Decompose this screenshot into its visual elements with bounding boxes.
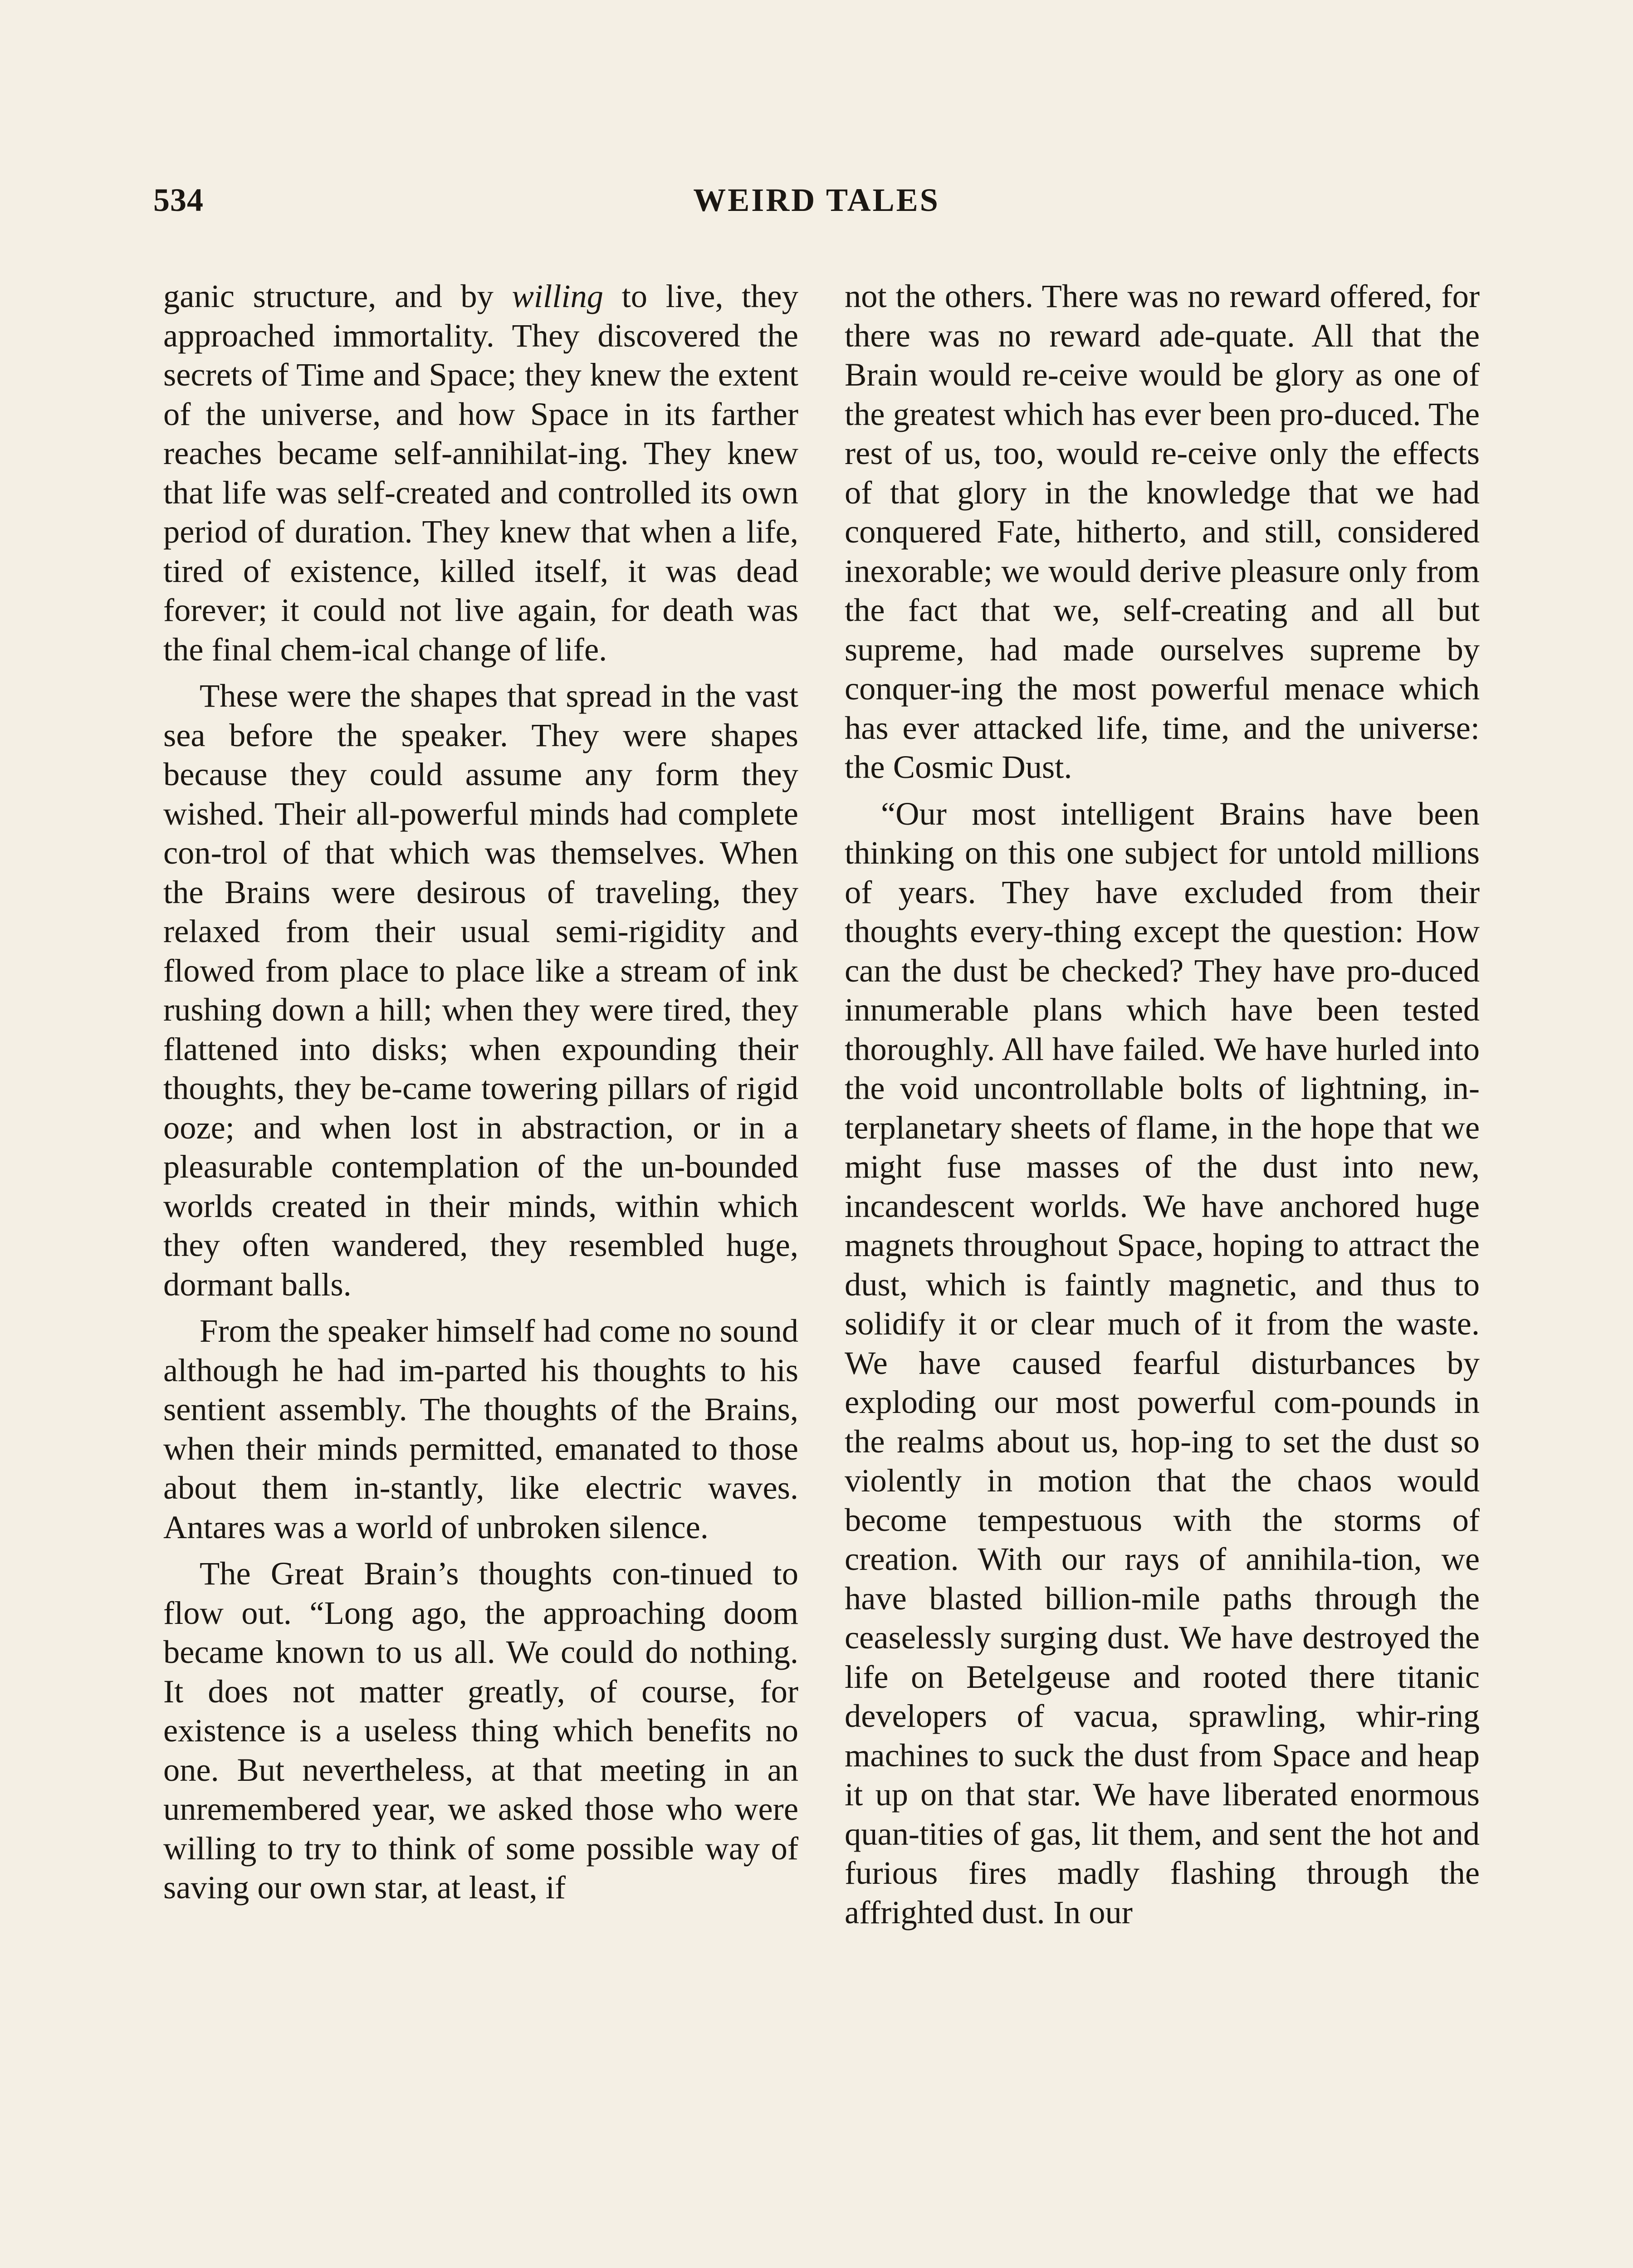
- right-paragraph-2: “Our most intelligent Brains have been thinking on this one subject for untold millions of years. They have excluded from their thoughts every-thing except the question: How can the dust be checked? They have pro-duced innumerable plans which have been tested thoroughly. All have failed. We have hurled into the void uncontrollable bolts of lightning, in-terplanetary sheets of flame, in the hope that we might fuse masses of the dust into new, incandescent worlds. We have anchored huge magnets throughout Space, hoping to attract the dust, which is faintly magnetic, and thus to solidify it or clear much of it from the waste. We have caused fearful disturbances by exploding our most powerful com-pounds in the realms about us, hop-ing to set the dust so violently in motion that the chaos would become tempestuous with the storms of creation. With our rays of annihila-tion, we have blasted billion-mile paths through the ceaselessly surging dust. We have destroyed the life on Betelgeuse and rooted there titanic developers of vacua, sprawling, whir-ring machines to suck the dust from Space and heap it up on that star. We have liberated enormous quan-tities of gas, lit them, and sent the hot and furious fires madly flashing through the affrighted dust. In our: [845, 795, 1480, 1931]
- emphasis-willing: willing: [512, 278, 603, 314]
- left-column: [163, 277, 798, 1915]
- left-paragraph-3: From the speaker himself had come no sound although he had im-parted his thoughts to his sentient assembly. The thoughts of the Brains, when their minds permitted, emanated to those about them in-stantly, like electric waves. Antares was a world of unbroken silence.: [163, 1312, 798, 1545]
- right-paragraph-1: not the others. There was no reward offered, for there was no reward ade-quate. All that the Brain would re-ceive would be glory as one of the greatest which has ever been pro-duced. The rest of us, too, would re-ceive only the effects of that glory in the knowledge that we had conquered Fate, hitherto, and still, considered inexorable; we would derive pleasure only from the fact that we, self-creating and all but supreme, had made ourselves supreme by conquer-ing the most powerful menace which has ever attacked life, time, and the universe: the Cosmic Dust.: [845, 278, 1480, 785]
- left-paragraph-1: [163, 277, 798, 669]
- right-column: [845, 277, 1480, 1939]
- running-head: WEIRD TALES: [693, 182, 940, 218]
- left-paragraph-1-rest: to live, they approached immortality. They discovered the secrets of Time and Space; they knew the extent of the universe, and how Space in its farther reaches became self-annihilat-ing. They knew that life was self-created and controlled its own period of duration. They knew that when a life, tired of existence, killed itself, it was dead forever; it could not live again, for death was the final chem-ical change of life.: [163, 278, 798, 668]
- page-number: 534: [153, 182, 204, 218]
- left-paragraph-2: These were the shapes that spread in the vast sea before the speaker. They were shapes because they could assume any form they wished. Their all-powerful minds had complete con-trol of that which was themselves. When the Brains were desirous of traveling, they relaxed from their usual semi-rigidity and flowed from place to place like a stream of ink rushing down a hill; when they were tired, they flattened into disks; when expounding their thoughts, they be-came towering pillars of rigid ooze; and when lost in abstraction, or in a pleasurable contemplation of the un-bounded worlds created in their minds, within which they often wandered, they resembled huge, dormant balls.: [163, 677, 798, 1303]
- left-paragraph-1-start: ganic structure, and by: [163, 278, 512, 314]
- left-paragraph-4: The Great Brain’s thoughts con-tinued to flow out. “Long ago, the approaching doom became known to us all. We could do nothing. It does not matter greatly, of course, for existence is a useless thing which benefits no one. But nevertheless, at that meeting in an unremembered year, we asked those who were willing to try to think of some possible way of saving our own star, at least, if: [163, 1555, 798, 1906]
